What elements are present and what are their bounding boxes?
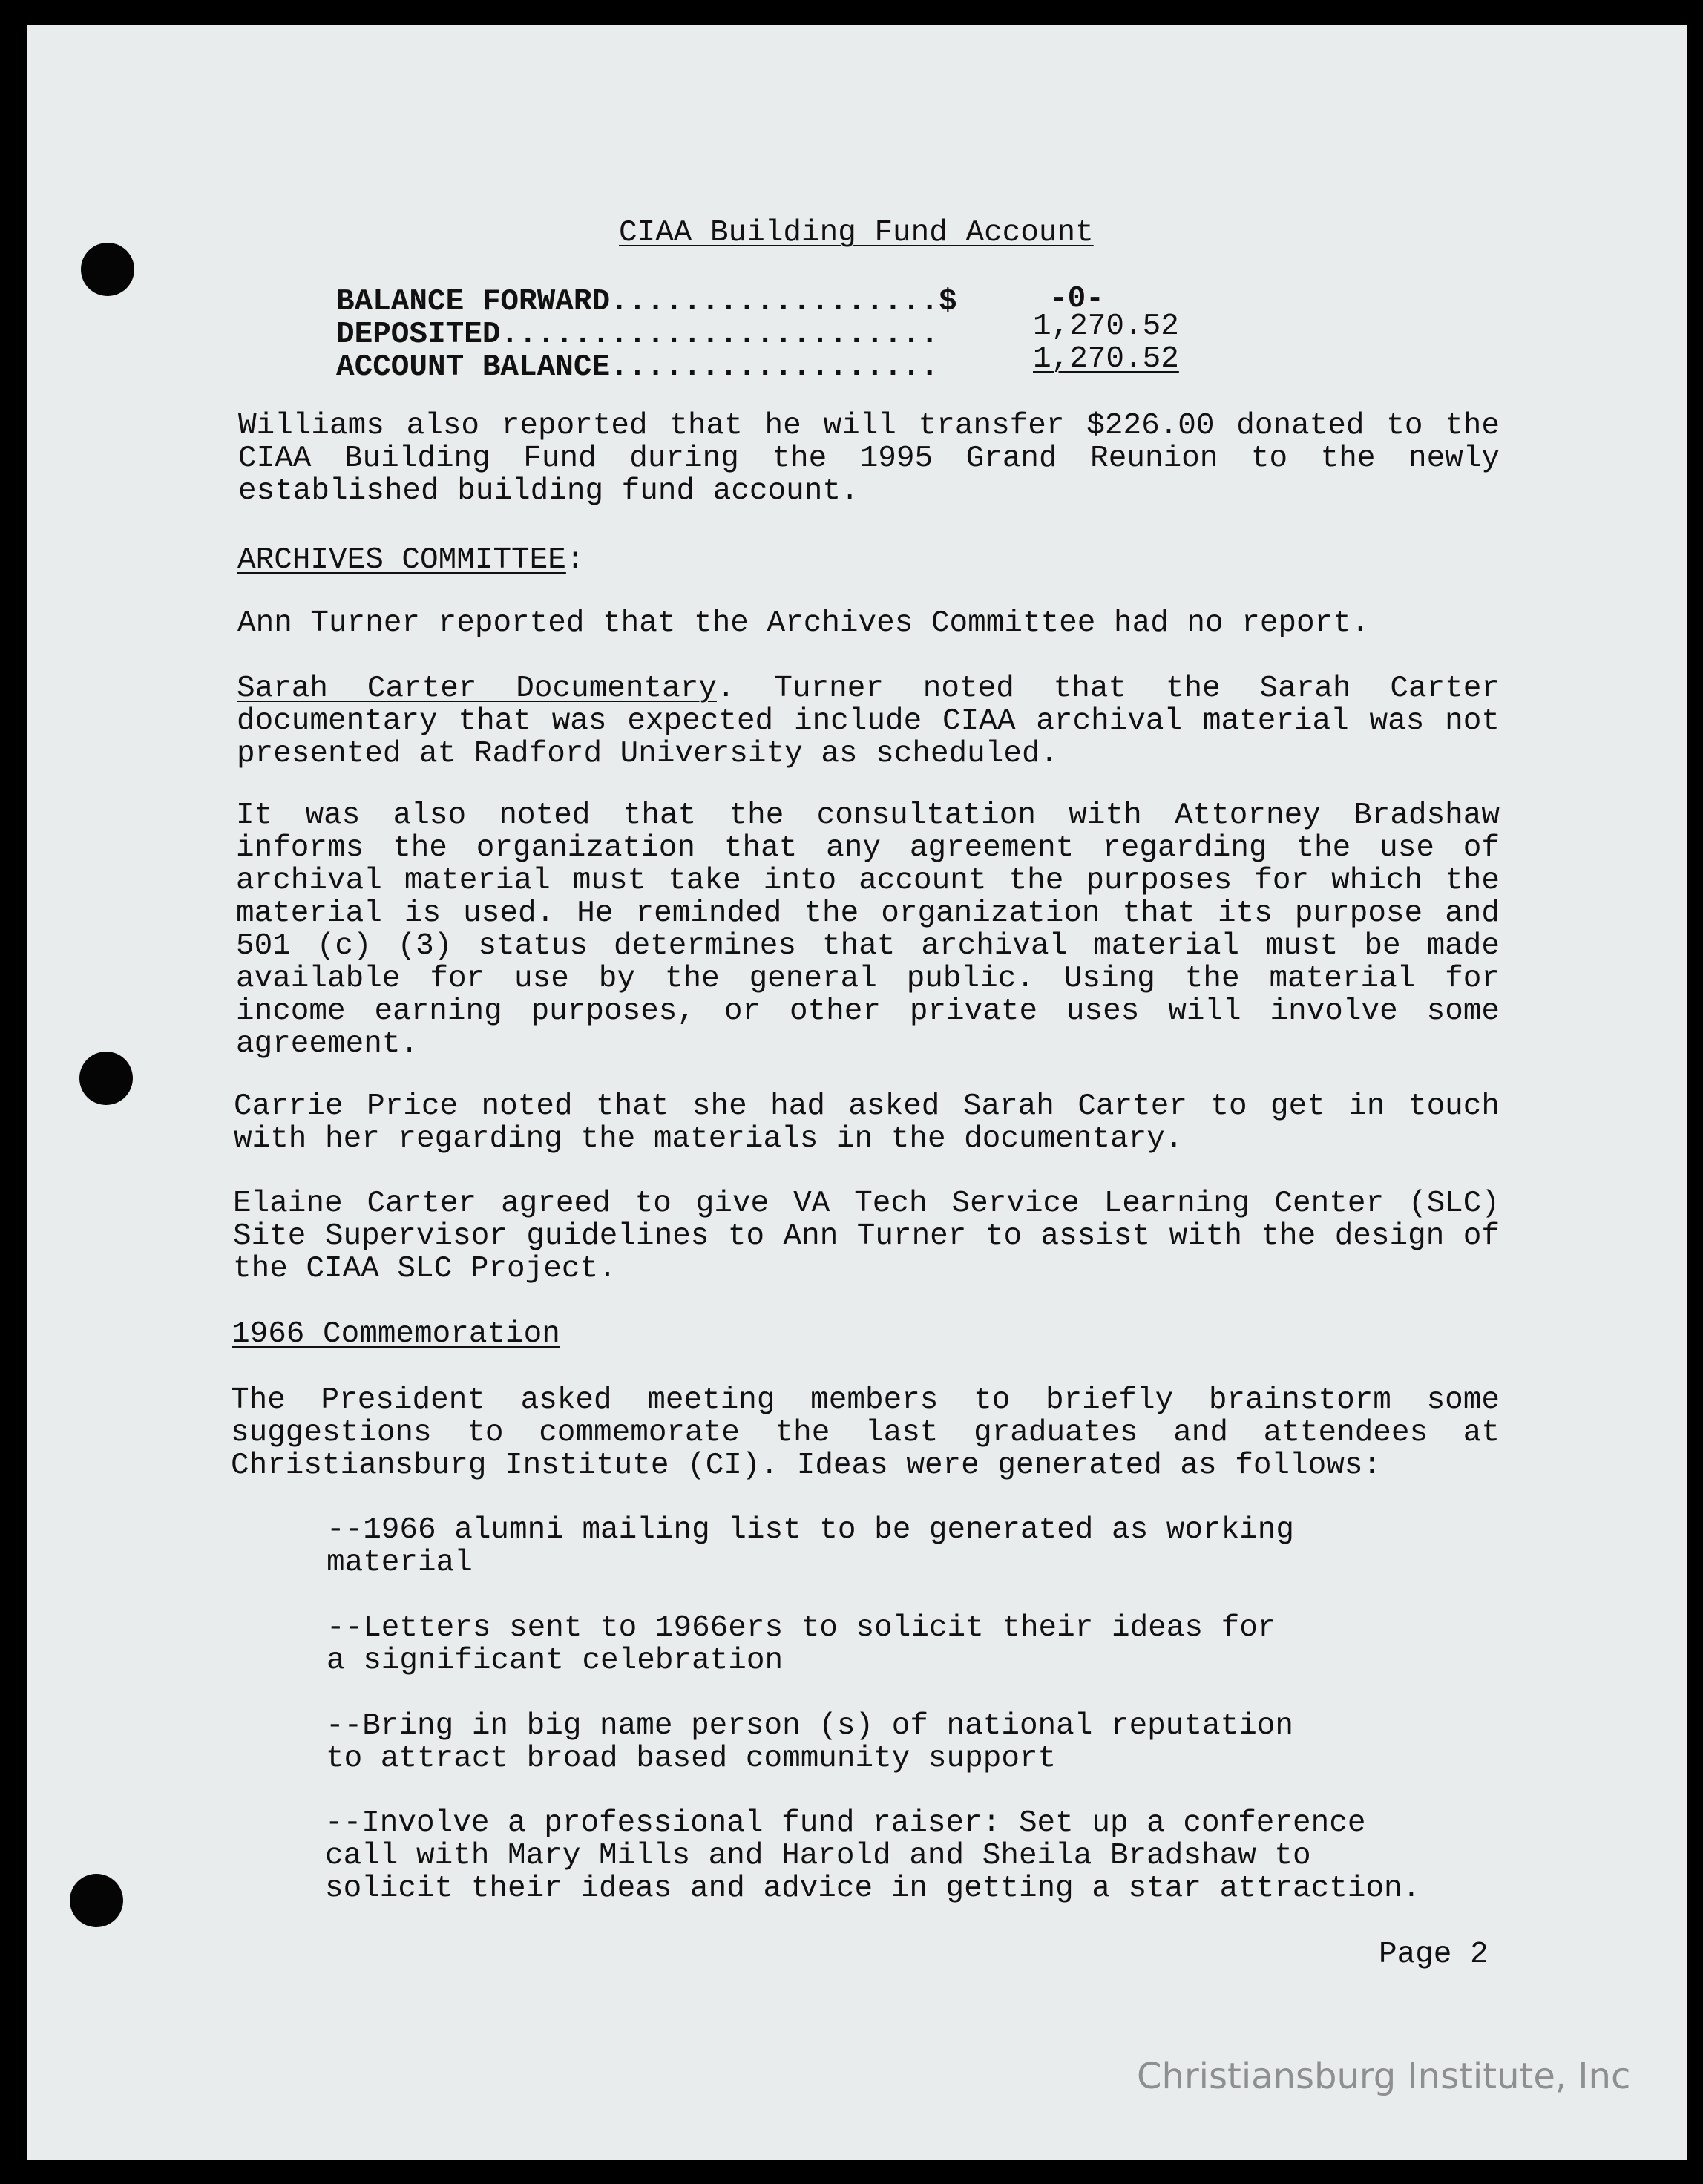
watermark: Christiansburg Institute, Inc (1137, 2056, 1631, 2097)
ledger-leader: ........................ (500, 318, 939, 352)
list-item: --Involve a professional fund raiser: Set up a conference call with Mary Mills and Harold and Sheila Bradshaw to solicit their ideas and advice in getting a star attraction. (325, 1806, 1421, 1906)
section-heading-archives (237, 544, 584, 577)
paragraph-transfer: Williams also reported that he will transfer $226.00 donated to the CIAA Building Fund during the 1995 Grand Reunion to the newly established building fund account. (238, 409, 1500, 508)
ledger-currency: $ (938, 285, 957, 319)
ledger-leader: .................. (610, 285, 939, 319)
archives-heading-colon: : (565, 543, 585, 577)
section-heading-commemoration: 1966 Commemoration (232, 1317, 560, 1351)
page-title: CIAA Building Fund Account (619, 216, 1094, 250)
paragraph-president: The President asked meeting members to briefly brainstorm some suggestions to commemorate the last graduates and attendees at Christiansburg Institute (CI). Ideas were generated as follows: (231, 1383, 1500, 1483)
punch-hole-middle (79, 1052, 133, 1105)
paragraph-carrie-price: Carrie Price noted that she had asked Sarah Carter to get in touch with her regarding the materials in the documentary. (234, 1089, 1500, 1156)
list-item: --Bring in big name person (s) of national reputation to attract broad based community support (326, 1709, 1294, 1776)
ledger-label: BALANCE FORWARD (336, 285, 611, 319)
ledger-row-account-balance (336, 351, 939, 384)
ledger-label: DEPOSITED (336, 318, 501, 352)
ledger-value-deposited: 1,270.52 (1033, 309, 1179, 344)
ledger-value-balance-forward: -0- (1049, 282, 1104, 316)
ledger-leader: .................. (610, 350, 939, 384)
documentary-body: . Turner noted that the Sarah Carter documentary that was expected include CIAA archival material was not presented at Radford University as scheduled. (237, 672, 1500, 771)
list-item: --1966 alumni mailing list to be generated as working material (327, 1513, 1295, 1580)
punch-hole-bottom (70, 1874, 123, 1927)
ledger-label: ACCOUNT BALANCE (336, 350, 611, 384)
paragraph-documentary (237, 672, 1500, 770)
paragraph-archives-report: Ann Turner reported that the Archives Committee had no report. (237, 606, 1370, 640)
list-item: --Letters sent to 1966ers to solicit their ideas for a significant celebration (327, 1611, 1276, 1678)
page-number: Page 2 (1379, 1938, 1489, 1972)
punch-hole-top (81, 243, 134, 296)
documentary-heading: Sarah Carter Documentary (237, 672, 717, 706)
ledger-value-account-balance: 1,270.52 (1033, 342, 1179, 376)
archives-heading-text: ARCHIVES COMMITTEE (237, 543, 566, 577)
ledger-row-balance-forward (336, 286, 957, 318)
paragraph-attorney: It was also noted that the consultation with Attorney Bradshaw informs the organization that any agreement regarding the use of archival material must take into account the purposes for which the material is used. He reminded the organization that its purpose and 501 (c) (3) status determines that archival material must be made available for use by the general public. Using the material for income earning purposes, or other private uses will involve some agreement. (236, 798, 1500, 1061)
paragraph-elaine-carter: Elaine Carter agreed to give VA Tech Service Learning Center (SLC) Site Supervisor guidelines to Ann Turner to assist with the design of the CIAA SLC Project. (233, 1187, 1500, 1286)
ledger-row-deposited (336, 318, 939, 351)
